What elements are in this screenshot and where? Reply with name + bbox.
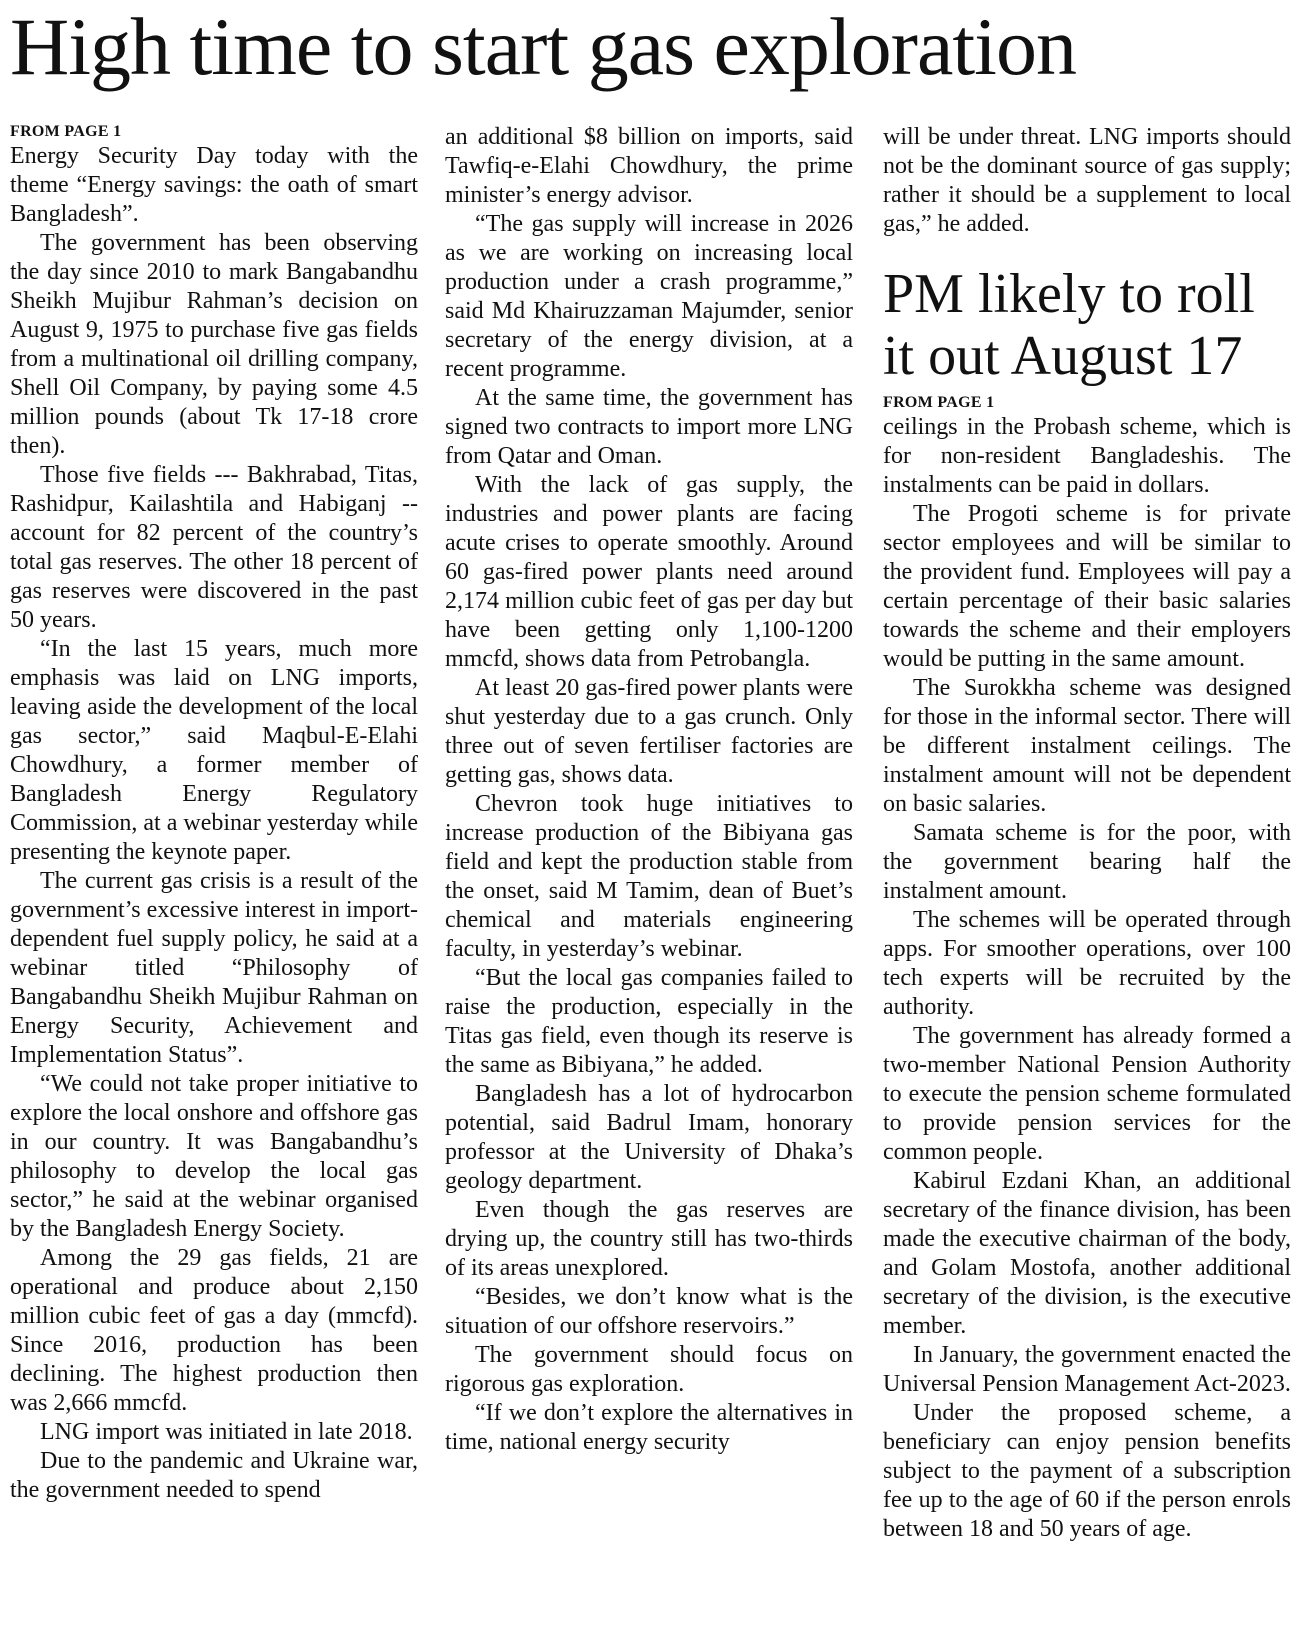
article-paragraph: Kabirul Ezdani Khan, an additional secretary of the finance division, has been made the executive chairman of the body, and Golam Mostofa, another additional secretary of the division, is the executive member. bbox=[883, 1168, 1291, 1339]
article-paragraph: The government has already formed a two-member National Pension Authority to execute the pension scheme formulated to provide pension services for the common people. bbox=[883, 1023, 1291, 1165]
article-paragraph: “In the last 15 years, much more emphasis was laid on LNG imports, leaving aside the development of the local gas sector,” said Maqbul-E-Elahi Chowdhury, a former member of Bangladesh Energy Regulatory Commission, at a webinar yesterday while presenting the keynote paper. bbox=[10, 636, 418, 865]
article-paragraph: “We could not take proper initiative to explore the local onshore and offshore gas in our country. It was Bangabandhu’s philosophy to develop the local gas sector,” he said at the webinar organised by the Bangladesh Energy Society. bbox=[10, 1071, 418, 1242]
article-paragraph: The government should focus on rigorous gas exploration. bbox=[445, 1342, 853, 1397]
article-paragraph: At least 20 gas-fired power plants were shut yesterday due to a gas crunch. Only three out of seven fertiliser factories are getting gas, shows data. bbox=[445, 675, 853, 788]
article-paragraph: “The gas supply will increase in 2026 as we are working on increasing local production under a crash programme,” said Md Khairuzzaman Majumder, senior secretary of the energy division, at a recent programme. bbox=[445, 211, 853, 382]
article-paragraph: The Progoti scheme is for private sector employees and will be similar to the provident fund. Employees will pay a certain percentage of their basic salaries towards the scheme and their employers would be putting in the same amount. bbox=[883, 501, 1291, 672]
article-column-2 bbox=[445, 123, 853, 1457]
article-paragraph: ceilings in the Probash scheme, which is for non-resident Bangladeshis. The instalments can be paid in dollars. bbox=[883, 414, 1291, 498]
article-paragraph: Samata scheme is for the poor, with the government bearing half the instalment amount. bbox=[883, 820, 1291, 904]
article-paragraph: “But the local gas companies failed to raise the production, especially in the Titas gas field, even though its reserve is the same as Bibiyana,” he added. bbox=[445, 965, 853, 1078]
from-page-kicker: FROM PAGE 1 bbox=[883, 394, 995, 411]
article-paragraph: will be under threat. LNG imports should not be the dominant source of gas supply; rather it should be a supplement to local gas,” he added. bbox=[883, 124, 1291, 237]
secondary-headline: PM likely to roll it out August 17 bbox=[883, 263, 1255, 387]
article-paragraph: Bangladesh has a lot of hydrocarbon potential, said Badrul Imam, honorary professor at the University of Dhaka’s geology department. bbox=[445, 1081, 853, 1194]
article-column-3 bbox=[883, 123, 1291, 1544]
article-paragraph: Energy Security Day today with the theme “Energy savings: the oath of smart Bangladesh”. bbox=[10, 143, 418, 227]
article-paragraph: The government has been observing the day since 2010 to mark Bangabandhu Sheikh Mujibur Rahman’s decision on August 9, 1975 to purchase five gas fields from a multinational oil drilling company, Shell Oil Company, by paying some 4.5 million pounds (about Tk 17-18 crore then). bbox=[10, 230, 418, 459]
article-paragraph: an additional $8 billion on imports, said Tawfiq-e-Elahi Chowdhury, the prime minister’s energy advisor. bbox=[445, 124, 853, 208]
main-headline: High time to start gas exploration bbox=[10, 1, 1076, 92]
article-paragraph: “Besides, we don’t know what is the situation of our offshore reservoirs.” bbox=[445, 1284, 853, 1339]
article-column-1 bbox=[10, 122, 418, 1505]
article-paragraph: LNG import was initiated in late 2018. bbox=[40, 1419, 413, 1445]
article-paragraph: Even though the gas reserves are drying up, the country still has two-thirds of its areas unexplored. bbox=[445, 1197, 853, 1281]
article-paragraph: Chevron took huge initiatives to increase production of the Bibiyana gas field and kept the production stable from the onset, said M Tamim, dean of Buet’s chemical and materials engineering faculty, in yesterday’s webinar. bbox=[445, 791, 853, 962]
from-page-kicker: FROM PAGE 1 bbox=[10, 123, 122, 140]
article-paragraph: The Surokkha scheme was designed for those in the informal sector. There will be different instalment ceilings. The instalment amount will not be dependent on basic salaries. bbox=[883, 675, 1291, 817]
article-paragraph: Among the 29 gas fields, 21 are operational and produce about 2,150 million cubic feet of gas a day (mmcfd). Since 2016, production has been declining. The highest production then was 2,666 mmcfd. bbox=[10, 1245, 418, 1416]
article-paragraph: The current gas crisis is a result of the government’s excessive interest in import-dependent fuel supply policy, he said at a webinar titled “Philosophy of Bangabandhu Sheikh Mujibur Rahman on Energy Security, Achievement and Implementation Status”. bbox=[10, 868, 418, 1068]
article-paragraph: With the lack of gas supply, the industries and power plants are facing acute crises to operate smoothly. Around 60 gas-fired power plants need around 2,174 million cubic feet of gas per day but have been getting only 1,100-1200 mmcfd, shows data from Petrobangla. bbox=[445, 472, 853, 672]
article-paragraph: Under the proposed scheme, a beneficiary can enjoy pension benefits subject to the payment of a subscription fee up to the age of 60 if the person enrols between 18 and 50 years of age. bbox=[883, 1400, 1291, 1542]
article-paragraph: The schemes will be operated through apps. For smoother operations, over 100 tech experts will be recruited by the authority. bbox=[883, 907, 1291, 1020]
article-paragraph: “If we don’t explore the alternatives in time, national energy security bbox=[445, 1400, 853, 1455]
article-paragraph: At the same time, the government has signed two contracts to import more LNG from Qatar and Oman. bbox=[445, 385, 853, 469]
article-paragraph: Due to the pandemic and Ukraine war, the government needed to spend bbox=[10, 1448, 418, 1503]
article-paragraph: In January, the government enacted the Universal Pension Management Act-2023. bbox=[883, 1342, 1291, 1397]
article-paragraph: Those five fields --- Bakhrabad, Titas, Rashidpur, Kailashtila and Habiganj -- account for 82 percent of the country’s total gas reserves. The other 18 percent of gas reserves were discovered in the past 50 years. bbox=[10, 462, 418, 633]
